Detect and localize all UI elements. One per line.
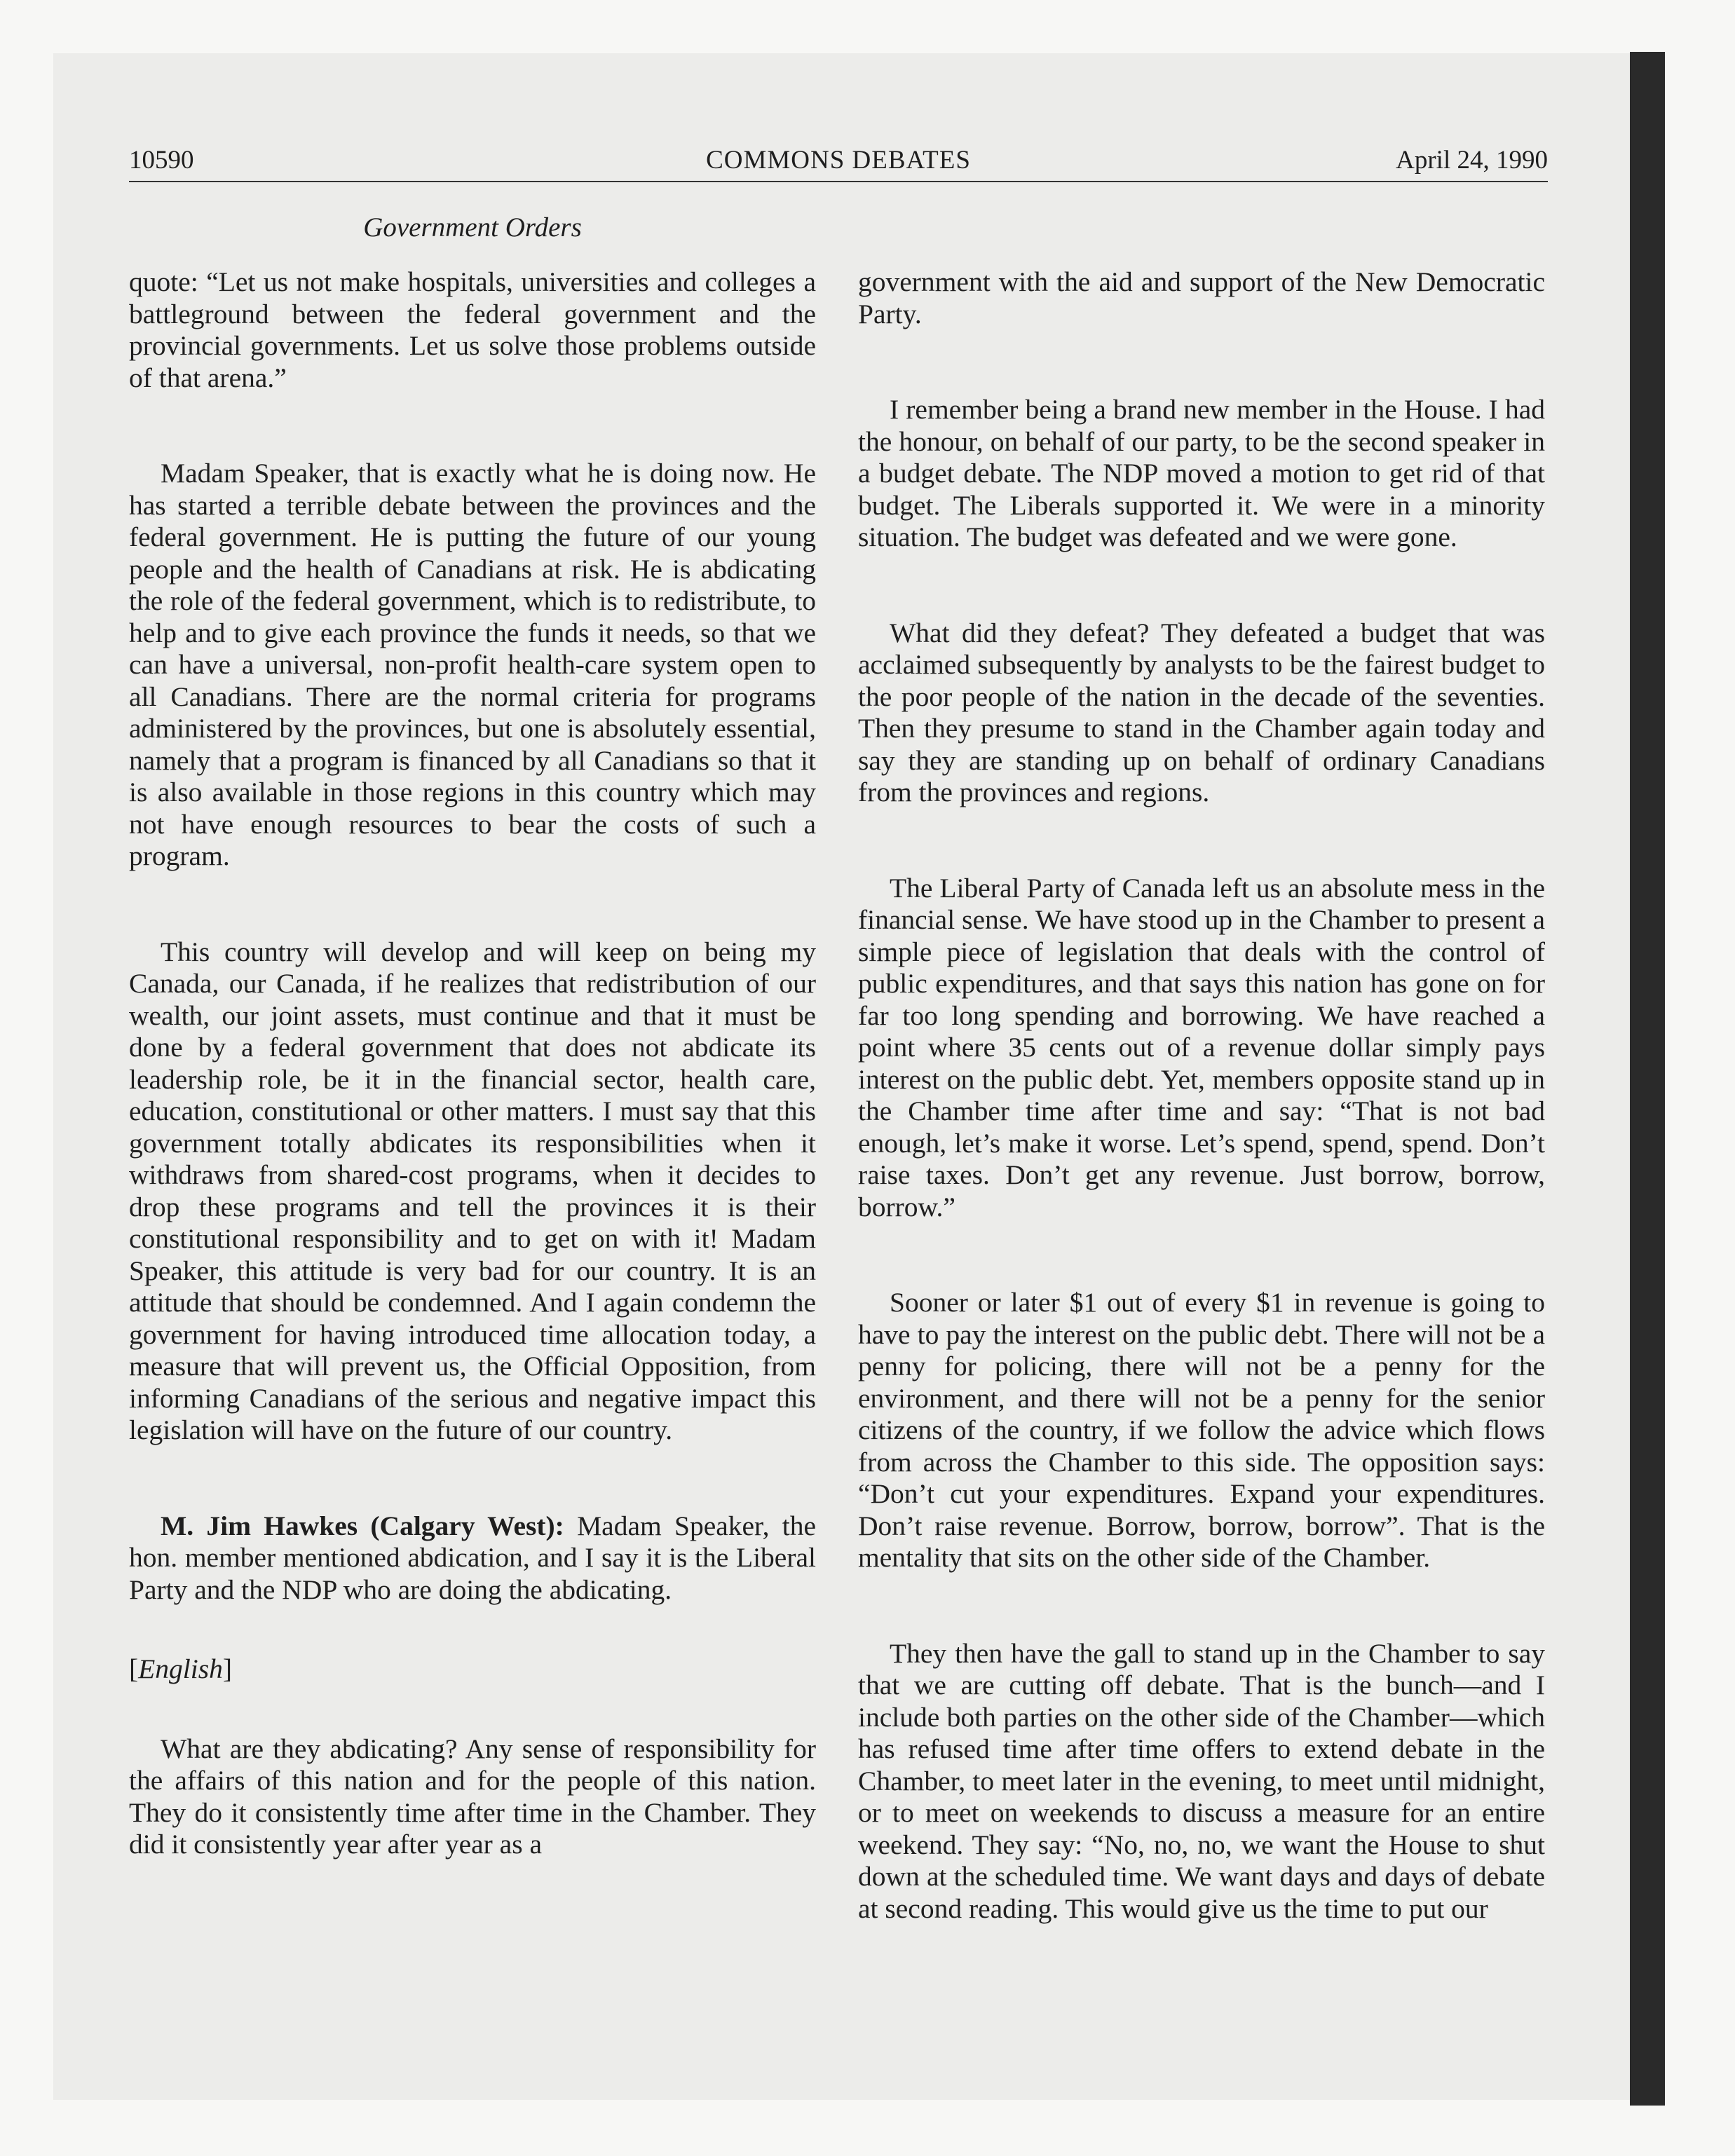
- publication-title: COMMONS DEBATES: [706, 146, 971, 175]
- paragraph: government with the aid and support of the New Democratic Party.: [858, 266, 1545, 329]
- section-heading: Government Orders: [363, 212, 582, 243]
- paragraph: The Liberal Party of Canada left us an absolute mess in the financial sense. We have stood up in the Chamber to present a simple piece of legislation that deals with the control of public expenditures, and that says this nation has gone on for far too long spending and borrowing. We have reached a point where 35 cents out of a revenue dollar simply pays interest on the public debt. Yet, members opposite stand up in the Chamber time after time and say: “That is not bad enough, let’s make it worse. Let’s spend, spend, spend. Don’t raise taxes. Don’t get any revenue. Just borrow, borrow, borrow.”: [858, 872, 1545, 1222]
- left-column: [129, 266, 816, 1861]
- paragraph: This country will develop and will keep on being my Canada, our Canada, if he realizes that redistribution of our wealth, our joint assets, must continue and that it must be done by a federal government that does not abdicate its leadership role, be it in the financial sector, health care, education, constitutional or other matters. I must say that this government totally abdicates its responsibilities when it withdraws from shared-cost programs, when it decides to drop these programs and tell the provinces it is their constitutional responsibility and to get on with it! Madam Speaker, this attitude is very bad for our country. It is an attitude that should be condemned. And I again condemn the government for having introduced time allocation today, a measure that will prevent us, the Official Opposition, from informing Canadians of the serious and negative impact this legislation will have on the future of our country.: [129, 936, 816, 1445]
- scan-border: [1630, 52, 1665, 2106]
- page-header: [129, 140, 1548, 181]
- language-name: English: [138, 1653, 223, 1684]
- bracket-open: [: [129, 1653, 139, 1684]
- paragraph: They then have the gall to stand up in the Chamber to say that we are cutting off debate. That is the bunch—and I include both parties on the other side of the Chamber—which has refused time after time offers to extend debate in the Chamber, to meet later in the evening, to meet until midnight, or to meet on weekends to discuss a measure for an entire weekend. They say: “No, no, no, we want the House to shut down at the scheduled time. We want days and days of debate at second reading. This would give us the time to put our: [858, 1637, 1545, 1924]
- bracket-close: ]: [222, 1653, 233, 1684]
- paragraph: Sooner or later $1 out of every $1 in revenue is going to have to pay the interest on the public debt. There will not be a penny for policing, there will not be a penny for the environment, and there will not be a penny for the senior citizens of the country, if we follow the advice which flows from across the Chamber to this side. The opposition says: “Don’t cut your expenditures. Expand your expenditures. Don’t raise revenue. Borrow, borrow, borrow”. That is the mentality that sits on the other side of the Chamber.: [858, 1287, 1545, 1573]
- paragraph: What did they defeat? They defeated a budget that was acclaimed subsequently by analysts to be the fairest budget to the poor people of the nation in the decade of the seventies. Then they presume to stand in the Chamber again today and say they are standing up on behalf of ordinary Canadians from the provinces and regions.: [858, 617, 1545, 807]
- paragraph: What are they abdicating? Any sense of responsibility for the affairs of this nation and for the people of this nation. They do it consistently time after time in the Chamber. They did it consistently year after year as a: [129, 1733, 816, 1860]
- speech-text: Madam Speaker, the hon. member mentioned abdication, and I say it is the Liberal Party and the NDP who are doing the abdicating.: [129, 1510, 816, 1605]
- page-number: 10590: [129, 146, 194, 175]
- paragraph: quote: “Let us not make hospitals, universities and colleges a battleground between the federal government and the provincial governments. Let us solve those problems outside of that arena.”: [129, 266, 816, 393]
- right-column: [858, 266, 1545, 1925]
- header-date: April 24, 1990: [1396, 146, 1548, 175]
- speech-paragraph: [129, 1510, 816, 1606]
- paragraph: I remember being a brand new member in the House. I had the honour, on behalf of our party, to be the second speaker in a budget debate. The NDP moved a motion to get rid of that budget. The Liberals supported it. We were in a minority situation. The budget was defeated and we were gone.: [858, 394, 1545, 552]
- paragraph: Madam Speaker, that is exactly what he is doing now. He has started a terrible debate between the provinces and the federal government. He is putting the future of our young people and the health of Canadians at risk. He is abdicating the role of the federal government, which is to redistribute, to help and to give each province the funds it needs, so that we can have a universal, non-profit health-care system open to all Canadians. There are the normal criteria for programs administered by the provinces, but one is absolutely essential, namely that a program is financed by all Canadians so that it is also available in those regions in this country which may not have enough resources to bear the costs of such a program.: [129, 458, 816, 871]
- speaker-name: M. Jim Hawkes (Calgary West):: [161, 1510, 564, 1541]
- language-marker: [129, 1653, 816, 1686]
- header-divider: [129, 181, 1548, 182]
